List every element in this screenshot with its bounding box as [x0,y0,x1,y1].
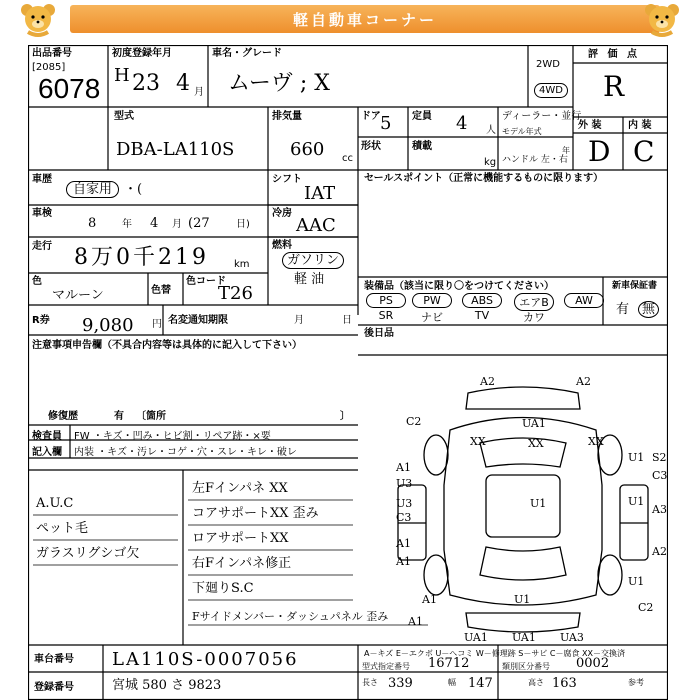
ac-value: AAC [296,215,336,236]
damage-mark: U1 [628,495,645,508]
height-label: 高さ [528,678,544,687]
damage-mark: C2 [638,601,654,614]
color-label: 色 [32,276,42,287]
cert-number: 16712 [428,656,470,671]
auction-sheet [28,45,668,700]
interior-label: 内 装 [628,120,652,131]
load-unit: kg [484,157,497,168]
banner-title: 軽自動車コーナー [292,11,437,29]
model-type-label: 型式 [114,111,134,122]
name-change-label: 名変通知期限 [168,315,228,326]
fuel-label: 燃料 [272,240,292,251]
first-registration-label: 初度登録年月 [112,48,172,59]
repair-place: 〔箇所 [136,411,166,422]
damage-mark: A1 [422,593,437,606]
displacement-label: 排気量 [272,111,302,122]
repair-value: 有 [114,411,124,422]
inspector-label: 検査員 [32,431,62,442]
inspection-year: 8 [88,216,97,231]
damage-mark: U1 [628,575,645,588]
equipment-label: 装備品（該当に限り〇をつけてください） [364,281,554,292]
damage-mark: C3 [652,469,668,482]
notes-heading: 注意事項申告欄（不具合内容等は具体的に記入して下さい） [32,340,302,351]
warranty-label: 新車保証書 [612,281,658,291]
comment-right-2: コアサポートXX 歪み [192,506,319,521]
capacity: 4 [456,113,468,134]
inspector-row-interior: 内装 ・キズ・汚レ・コゲ・穴・スレ・キレ・破レ [74,447,297,458]
equip-tv: TV [474,309,490,322]
mileage-label: 走行 [32,241,52,252]
entry-label: 記入欄 [32,447,62,458]
comment-left-3: ガラスリグシゴ欠 [36,546,140,561]
inspection-day: (27 [188,216,210,231]
damage-mark: A1 [396,555,411,568]
inspector-row-exterior: FW ・キズ・凹み・ヒビ割・リペア跡・×要 [74,431,271,442]
mileage-value: 8万0千219 [74,245,209,270]
shift-label: シフト [272,174,302,185]
damage-mark: U1 [530,497,547,510]
chassis-number: LA110S-0007056 [112,649,299,670]
inspection-year-unit: 年 [122,219,132,230]
model-type: DBA-LA110S [116,139,235,160]
cert-label: 型式指定番号 [362,662,410,671]
equip-navi: ナビ [421,311,443,324]
recycle-value: 9,080 [82,315,134,336]
comment-right-1: 左Fインパネ XX [192,481,288,496]
banner-bar [70,5,660,33]
equip-pw-circled: PW [412,293,452,308]
score-value: R [603,70,625,103]
later-items-label: 後日品 [364,328,394,339]
dealer-label: ディーラー・並行 [502,111,582,122]
legend: A－キズ E－エクボ U－ヘコミ W－修理跡 S－サビ C－腐食 XX－交換済 [364,649,626,658]
inspection-month-unit: 月 [172,219,182,230]
lot-number: 6078 [38,73,101,104]
color-change-label: 色替 [151,285,171,296]
warranty-no-circled: 無 [638,301,659,318]
chassis-label: 車台番号 [34,654,74,665]
width-value: 147 [468,676,493,691]
equip-aw-circled: AW [564,293,604,308]
shape-label: 形状 [361,141,381,152]
comment-right-6: Fサイドメンバー・ダッシュパネル 歪み [192,610,389,623]
registration-year: 23 [132,71,160,96]
color-code-label: 色コード [186,276,226,287]
inspection-label: 車検 [32,208,52,219]
registration-era: H [114,65,130,86]
banner [0,0,700,40]
drive-4wd-circled: 4WD [534,83,568,98]
mileage-unit: km [234,259,250,270]
displacement-unit: cc [342,153,353,164]
capacity-unit: 人 [486,125,496,136]
class-label: 類別区分番号 [502,662,550,671]
model-year-unit: 年 [562,146,570,155]
equip-abs-circled: ABS [462,293,502,308]
registration-label: 登録番号 [34,682,74,693]
equip-ps-circled: PS [366,293,406,308]
ac-label: 冷房 [272,208,292,219]
warranty-yes: 有 [616,302,630,317]
fuel-gasoline-circled: ガソリン [282,252,344,269]
damage-mark: C3 [396,511,412,524]
class-number: 0002 [576,656,610,671]
equip-airbag-circled: エアB [514,293,554,311]
door-label: ドア [361,111,381,122]
damage-mark: XX [588,435,604,448]
damage-mark: A1 [408,615,423,628]
damage-mark: U3 [396,477,413,490]
comment-right-3: ロアサポートXX [192,531,289,546]
equip-leather: カワ [523,311,545,324]
bear-mascot-icon [18,2,58,38]
sales-point-label: セールスポイント（正常に機能するものに限ります） [364,173,604,184]
registration-month: 4 [176,71,190,96]
exterior-grade: D [588,135,611,168]
reference-label: 参考 [628,678,644,687]
name-change-month: 月 [294,315,304,326]
damage-mark: A3 [652,503,667,516]
model-year-label: モデル年式 [502,127,542,136]
comment-right-4: 右Fインパネ修正 [192,556,292,571]
damage-mark: UA1 [512,631,536,644]
bear-mascot-icon [642,2,682,38]
equip-sr: SR [378,309,394,322]
name-change-day: 日 [342,315,352,326]
damage-mark: S2 [652,451,667,464]
damage-mark: UA1 [522,417,546,430]
color-value: マルーン [52,288,104,303]
lot-number-label: 出品番号 [32,48,72,59]
car-name-label: 車名・グレード [212,48,282,59]
damage-mark: XX [528,437,544,450]
load-label: 積載 [412,141,432,152]
capacity-label: 定員 [412,111,432,122]
registration-month-unit: 月 [194,87,204,98]
damage-mark: U1 [514,593,531,606]
damage-mark: C2 [406,415,422,428]
damage-mark: UA3 [560,631,584,644]
recycle-unit: 円 [152,319,162,330]
car-name: ムーヴ ; X [228,71,330,96]
displacement: 660 [290,139,325,160]
damage-mark: A2 [480,375,495,388]
fuel-light-oil: 軽 油 [294,272,325,287]
repair-label: 修復歴 [48,411,78,422]
inspection-day-unit: 日) [236,219,250,230]
recycle-label: R券 [32,315,50,326]
damage-mark: UA1 [464,631,488,644]
repair-place-close: 〕 [340,411,350,422]
interior-grade: C [633,135,655,168]
color-code: T26 [218,283,253,304]
damage-mark: A1 [396,537,411,550]
handle-label: ハンドル 左・右 [502,155,568,165]
door-count: 5 [380,113,392,134]
width-label: 幅 [448,678,456,687]
damage-mark: A1 [396,461,411,474]
damage-mark: U3 [396,497,413,510]
use-other: ・( [124,182,143,197]
damage-mark: A2 [576,375,591,388]
length-label: 長さ [362,678,378,687]
damage-mark: U1 [628,451,645,464]
damage-mark: XX [470,435,486,448]
lot-number-sub: [2085] [32,62,66,73]
score-label: 評 価 点 [588,49,640,60]
damage-mark: A2 [652,545,667,558]
exterior-label: 外 装 [578,120,602,131]
inspection-month: 4 [150,216,159,231]
comment-right-5: 下廻りS.C [192,581,254,596]
drive-2wd: 2WD [536,59,560,70]
length-value: 339 [388,676,413,691]
use-label: 車歴 [32,174,52,185]
registration-number: 宮城 580 さ 9823 [112,678,222,693]
comment-left-1: A.U.C [36,496,74,511]
height-value: 163 [552,676,577,691]
shift-value: IAT [304,183,336,204]
comment-left-2: ペット毛 [36,521,89,536]
use-private-circled: 自家用 [66,181,119,198]
